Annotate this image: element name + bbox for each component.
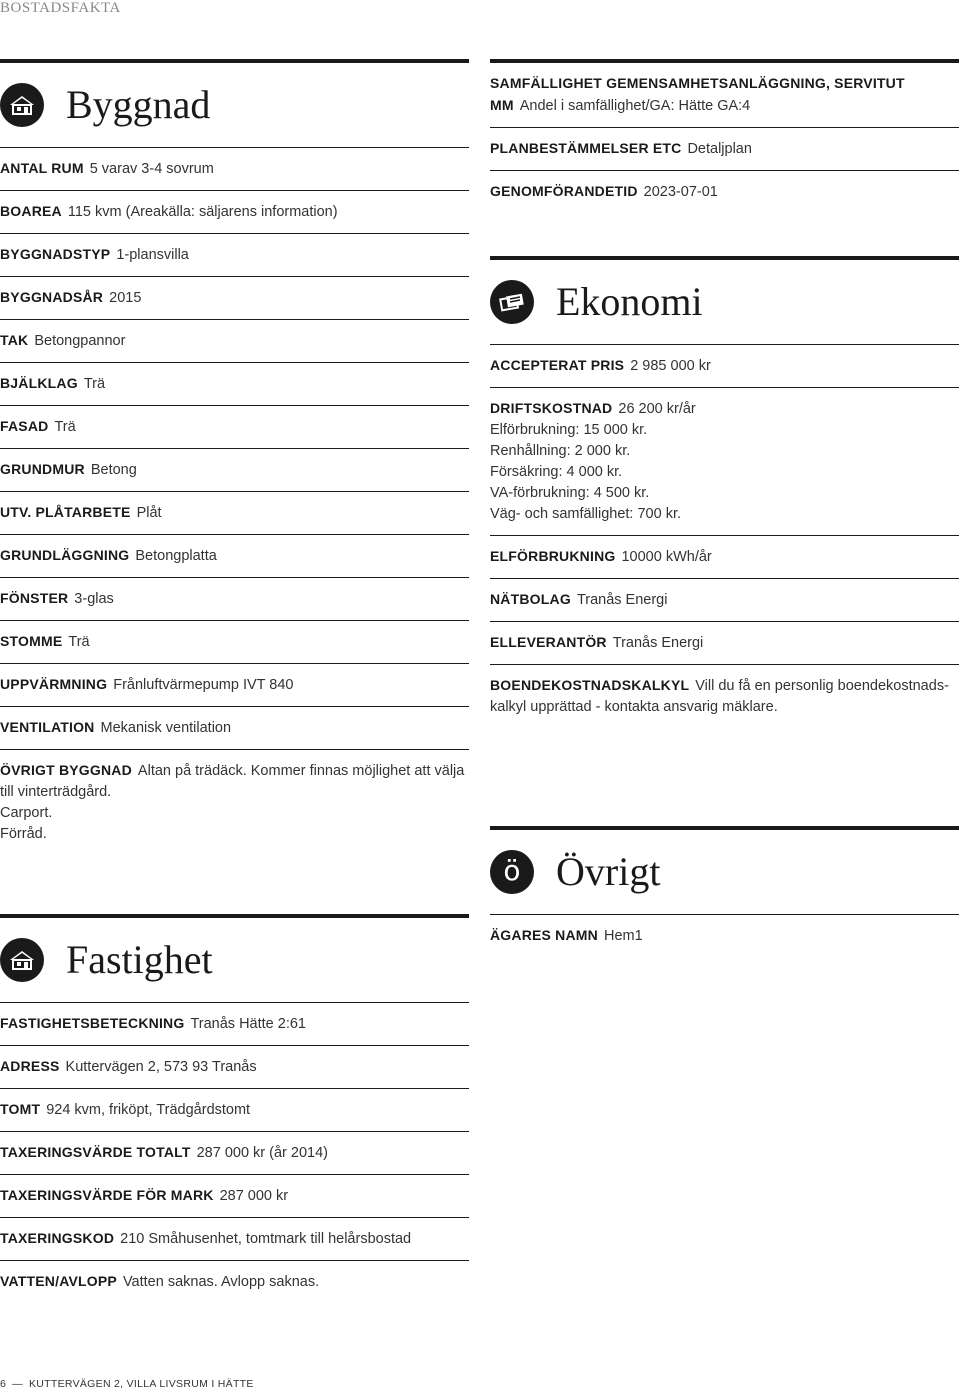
info-row: [0, 234, 469, 277]
row-label: TAXERINGSVÄRDE FÖR MARK: [0, 1187, 214, 1203]
row-value: 1-plansvilla: [116, 247, 189, 263]
row-value: Plåt: [136, 505, 162, 521]
info-row: [0, 277, 469, 320]
info-row: [0, 1046, 469, 1089]
letter-o-icon: [490, 850, 534, 894]
row-value: Detaljplan: [687, 141, 752, 157]
page-footer: 6 — KUTTERVÄGEN 2, VILLA LIVSRUM I HÄTTE: [0, 1378, 254, 1390]
row-label: TOMT: [0, 1101, 41, 1117]
row-label: UTV. PLÅTARBETE: [0, 504, 131, 520]
row-value: Altan på trädäck. Kommer finnas möjlighet att välja till vinterträdgård.: [0, 763, 465, 800]
row-label: ELFÖRBRUKNING: [490, 548, 616, 564]
money-icon: [490, 280, 534, 324]
drift-line: VA-förbrukning: 4 500 kr.: [490, 485, 650, 501]
row-label: STOMME: [0, 633, 63, 649]
row-value: 26 200 kr/år: [618, 401, 696, 417]
info-row: [0, 449, 469, 492]
row-value: Frånluftvärmepump IVT 840: [113, 677, 294, 693]
byggnad-title: Byggnad: [66, 82, 211, 127]
info-row: [0, 191, 469, 234]
row-label: ANTAL RUM: [0, 160, 84, 176]
fastighet-section: [0, 914, 469, 1303]
info-row: [490, 128, 959, 171]
info-row: [490, 915, 959, 957]
row-label: TAK: [0, 332, 29, 348]
row-value: Tranås Hätte 2:61: [190, 1016, 306, 1032]
row-value: 287 000 kr (år 2014): [196, 1145, 328, 1161]
row-label: FÖNSTER: [0, 590, 69, 606]
row-value: 10000 kWh/år: [621, 549, 712, 565]
info-row: [0, 1218, 469, 1261]
row-value: 2023-07-01: [643, 184, 718, 200]
info-row: [0, 320, 469, 363]
row-value: Kuttervägen 2, 573 93 Tranås: [65, 1059, 257, 1075]
row-value: Vatten saknas. Avlopp saknas.: [122, 1274, 320, 1290]
info-row: [490, 536, 959, 579]
byggnad-header: [0, 63, 469, 148]
row-label: BOAREA: [0, 203, 62, 219]
row-value: 2015: [109, 290, 142, 306]
byggnad-section: [0, 59, 469, 855]
icon-letter: ö: [503, 854, 521, 887]
info-row: [0, 621, 469, 664]
drift-line: Försäkring: 4 000 kr.: [490, 464, 623, 480]
row-label: ELLEVERANTÖR: [490, 634, 607, 650]
page-number: 6: [0, 1378, 7, 1390]
row-value: 115 kvm (Areakälla: säljarens information): [67, 204, 338, 220]
row-value: Hem1: [603, 928, 643, 944]
house-icon: [0, 938, 44, 982]
header-tag: BOSTADSFAKTA: [0, 0, 121, 16]
row-label: GRUNDMUR: [0, 461, 85, 477]
info-row: [0, 1175, 469, 1218]
info-row: [0, 1132, 469, 1175]
info-row: [490, 63, 959, 128]
row-value: Andel i samfällighet/GA: Hätte GA:4: [519, 98, 751, 114]
boendekostnad-row: [490, 665, 959, 728]
row-value: Tranås Energi: [576, 592, 668, 608]
info-row: [0, 707, 469, 750]
row-value: Betong: [90, 462, 137, 478]
info-row: [0, 363, 469, 406]
ovrigt-header: [490, 830, 959, 915]
row-label: VATTEN/AVLOPP: [0, 1273, 117, 1289]
house-icon: [0, 83, 44, 127]
ekonomi-title: Ekonomi: [556, 279, 703, 324]
right-column: [490, 59, 959, 728]
row-label: BJÄLKLAG: [0, 375, 78, 391]
info-row: [0, 578, 469, 621]
row-label: PLANBESTÄMMELSER ETC: [490, 140, 682, 156]
row-label: ACCEPTERAT PRIS: [490, 357, 625, 373]
row-subline: Carport.: [0, 805, 53, 821]
row-value: 2 985 000 kr: [630, 358, 711, 374]
footer-text: KUTTERVÄGEN 2, VILLA LIVSRUM I HÄTTE: [28, 1378, 254, 1390]
row-value: 5 varav 3-4 sovrum: [89, 161, 214, 177]
row-value: Betongpannor: [34, 333, 126, 349]
row-label: BYGGNADSÅR: [0, 289, 104, 305]
row-value: 924 kvm, friköpt, Trädgårdstomt: [46, 1102, 251, 1118]
row-label: ÖVRIGT BYGGNAD: [0, 762, 132, 778]
row-value: 210 Småhusenhet, tomtmark till helårsbostad: [120, 1231, 412, 1247]
info-row: [0, 1089, 469, 1132]
info-row: [0, 1003, 469, 1046]
row-label: BOENDEKOSTNADSKALKYL: [490, 677, 690, 693]
info-row: [0, 1261, 469, 1303]
row-label: BYGGNADSTYP: [0, 246, 111, 262]
row-value: Trä: [54, 419, 76, 435]
row-label: GENOMFÖRANDETID: [490, 183, 638, 199]
row-subline: Förråd.: [0, 826, 47, 842]
row-value: Betongplatta: [135, 548, 217, 564]
row-label: FASTIGHETSBETECKNING: [0, 1015, 185, 1031]
accepterat-pris-row: [490, 345, 959, 388]
row-label: NÄTBOLAG: [490, 591, 571, 607]
row-label: TAXERINGSVÄRDE TOTALT: [0, 1144, 191, 1160]
row-label: FASAD: [0, 418, 49, 434]
drift-line: Väg- och samfällighet: 700 kr.: [490, 506, 682, 522]
row-value: Trä: [68, 634, 90, 650]
info-row: [0, 535, 469, 578]
info-row: [490, 579, 959, 622]
drift-line: Renhållning: 2 000 kr.: [490, 443, 631, 459]
row-label: TAXERINGSKOD: [0, 1230, 115, 1246]
driftskostnad-row: [490, 388, 959, 536]
drift-line: Elförbrukning: 15 000 kr.: [490, 422, 648, 438]
ovrigt-byggnad-row: [0, 750, 469, 855]
row-value: Vill du få en personlig boendekostnads-kalkyl upprättad - kontakta ansvarig mäklare.: [490, 678, 949, 715]
fastighet-title: Fastighet: [66, 937, 213, 982]
ekonomi-header: [490, 260, 959, 345]
info-row: [0, 406, 469, 449]
row-value: Tranås Energi: [612, 635, 704, 651]
row-label: VENTILATION: [0, 719, 95, 735]
ovrigt-title: Övrigt: [556, 849, 661, 894]
info-row: [490, 171, 959, 213]
row-label: UPPVÄRMNING: [0, 676, 108, 692]
row-value: Trä: [83, 376, 106, 392]
row-value: 287 000 kr: [219, 1188, 289, 1204]
row-label: ÄGARES NAMN: [490, 927, 598, 943]
row-value: 3-glas: [74, 591, 114, 607]
row-value: Mekanisk ventilation: [100, 720, 232, 736]
fastighet-header: [0, 918, 469, 1003]
row-label: DRIFTSKOSTNAD: [490, 400, 613, 416]
ovrigt-section: [490, 826, 959, 957]
info-row: [0, 664, 469, 707]
info-row: [0, 492, 469, 535]
row-label: SAMFÄLLIGHET GEMENSAMHETSANLÄGGNING, SERVITUT MM: [490, 75, 905, 113]
info-row: [490, 622, 959, 665]
row-label: ADRESS: [0, 1058, 60, 1074]
row-label: GRUNDLÄGGNING: [0, 547, 130, 563]
info-row: [0, 148, 469, 191]
